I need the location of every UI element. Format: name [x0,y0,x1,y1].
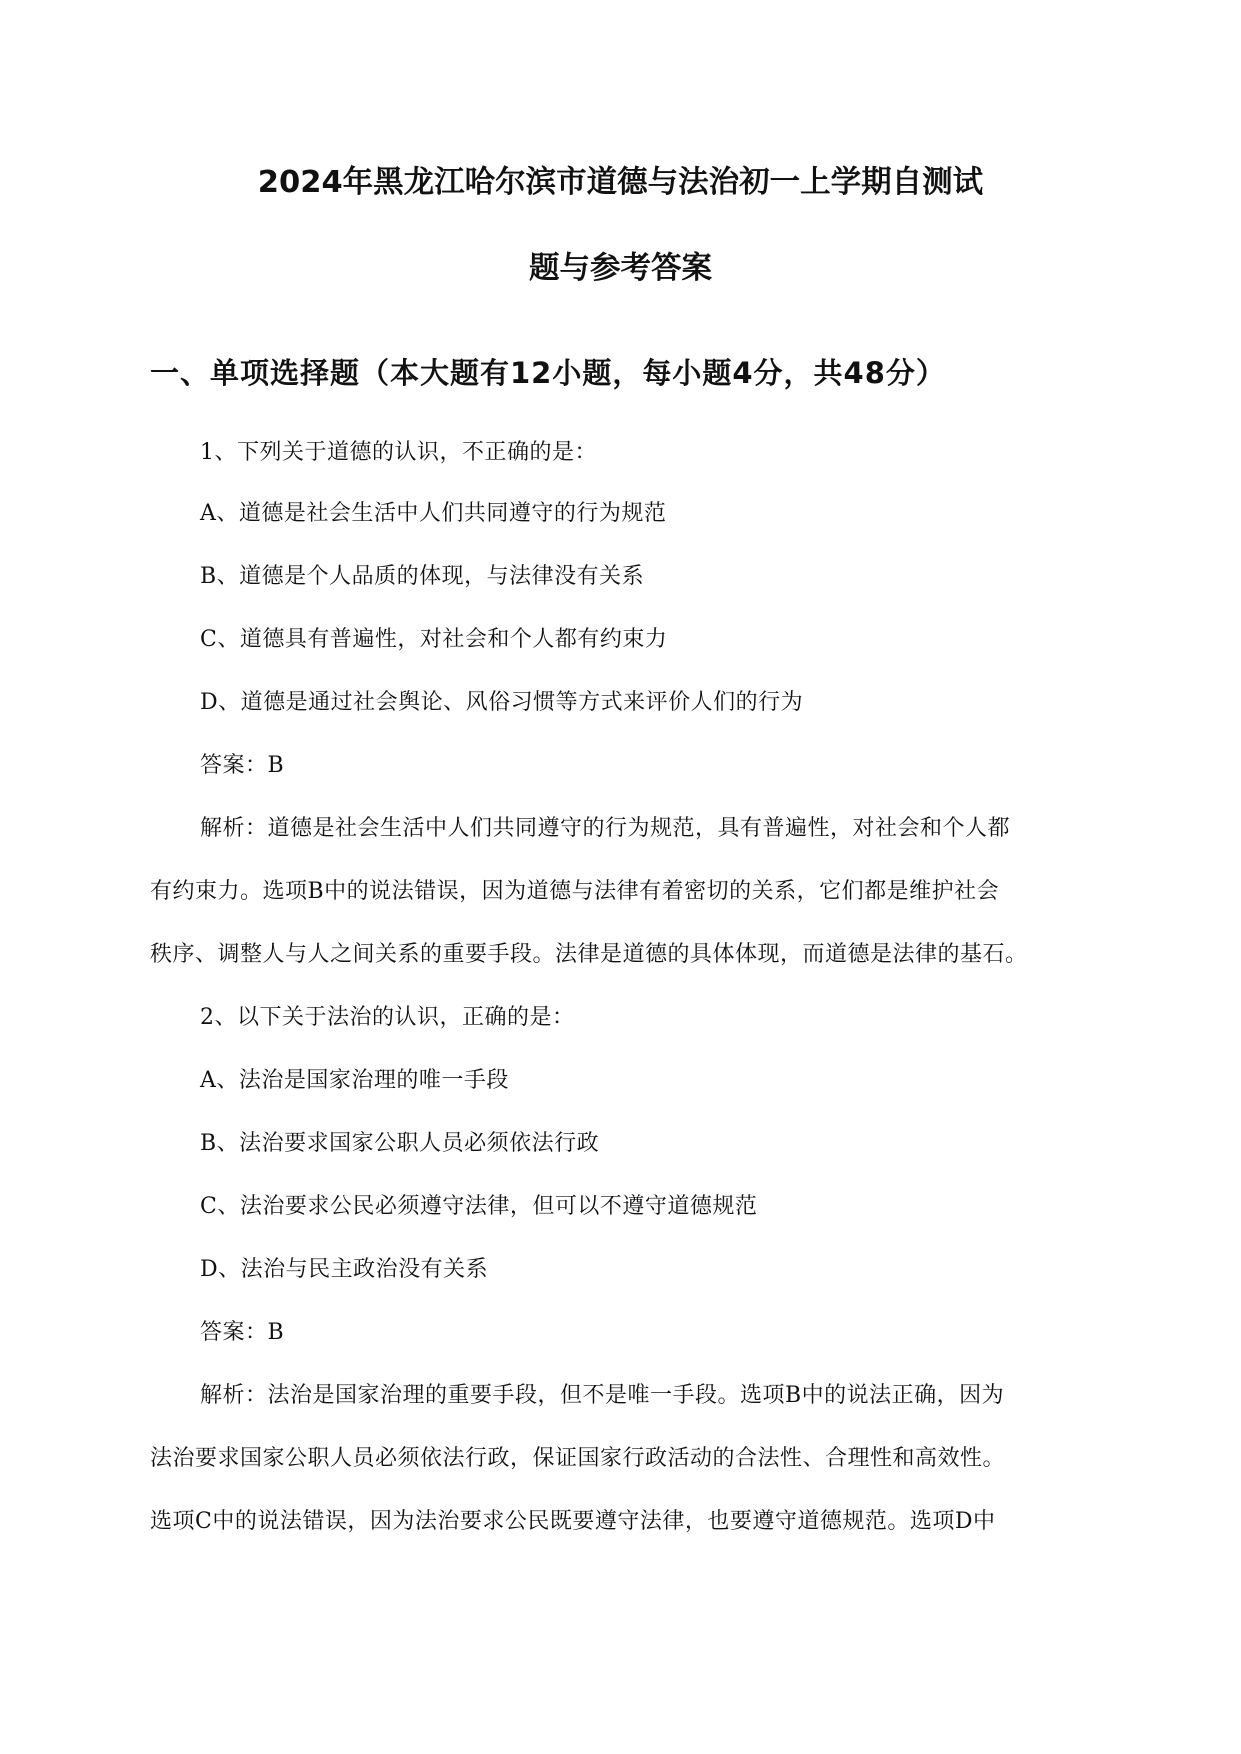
question-2-option-d: D、法治与民主政治没有关系 [200,1257,489,1282]
question-1-analysis-line-1: 解析：道德是社会生活中人们共同遵守的行为规范，具有普遍性，对社会和个人都 [200,816,1011,841]
document-title-line-1: 2024年黑龙江哈尔滨市道德与法治初一上学期自测试 [257,165,984,200]
question-2-analysis-line-1: 解析：法治是国家治理的重要手段，但不是唯一手段。选项B中的说法正确，因为 [200,1383,1005,1408]
question-2-analysis-line-3: 选项C中的说法错误，因为法治要求公民既要遵守法律，也要遵守道德规范。选项D中 [150,1509,996,1534]
question-2-stem: 2、以下关于法治的认识，正确的是： [200,1005,575,1030]
section-heading: 一、单项选择题（本大题有12小题，每小题4分，共48分） [150,356,946,390]
question-2-option-b: B、法治要求国家公职人员必须依法行政 [200,1131,600,1156]
question-1-analysis-line-2: 有约束力。选项B中的说法错误，因为道德与法律有着密切的关系，它们都是维护社会 [150,879,1000,904]
question-2-answer: 答案：B [200,1320,285,1345]
question-1-option-b: B、道德是个人品质的体现，与法律没有关系 [200,564,645,589]
question-1-option-c: C、道德具有普遍性，对社会和个人都有约束力 [200,627,668,652]
question-2-option-a: A、法治是国家治理的唯一手段 [200,1068,509,1093]
question-2-analysis-line-2: 法治要求国家公职人员必须依法行政，保证国家行政活动的合法性、合理性和高效性。 [150,1446,1006,1471]
question-2-option-c: C、法治要求公民必须遵守法律，但可以不遵守道德规范 [200,1194,758,1219]
question-1-option-a: A、道德是社会生活中人们共同遵守的行为规范 [200,501,667,526]
document-title-line-2: 题与参考答案 [529,251,712,286]
question-1-stem: 1、下列关于道德的认识，不正确的是： [200,440,597,465]
question-1-answer: 答案：B [200,753,285,778]
question-1-option-d: D、道德是通过社会舆论、风俗习惯等方式来评价人们的行为 [200,690,804,715]
question-1-analysis-line-3: 秩序、调整人与人之间关系的重要手段。法律是道德的具体体现，而道德是法律的基石。 [150,942,1028,967]
